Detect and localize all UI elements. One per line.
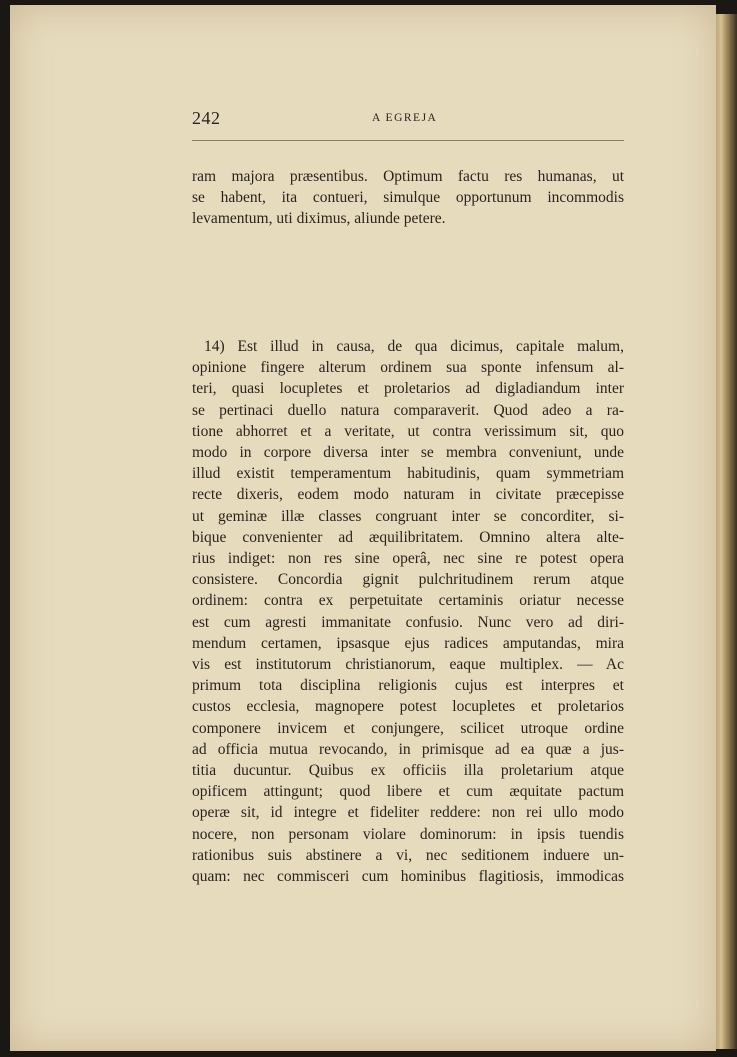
paragraph-continuation bbox=[192, 166, 624, 230]
text-line: nocere, non personam violare dominorum: in ipsis tuendis bbox=[192, 825, 624, 843]
text-line: rius indiget: non res sine operâ, nec sine re potest opera bbox=[192, 550, 624, 568]
text-line: primum tota disciplina religionis cujus est interpres et bbox=[192, 677, 624, 695]
text-line: opinione fingere alterum ordinem sua sponte infensum al- bbox=[192, 359, 624, 377]
text-line: ram majora præsentibus. Optimum factu res humanas, ut bbox=[192, 168, 624, 185]
header-rule bbox=[192, 140, 624, 141]
text-line: ordinem: contra ex perpetuitate certaminis oriatur necesse bbox=[192, 592, 624, 610]
text-line: quam: nec commisceri cum hominibus flagitiosis, immodicas bbox=[192, 868, 624, 886]
text-line: custos ecclesia, magnopere potest locupletes et proletarios bbox=[192, 698, 624, 716]
text-line: vis est institutorum christianorum, eaque multiplex. — Ac bbox=[192, 656, 624, 674]
text-line: recte dixeris, eodem modo naturam in civitate præcepisse bbox=[192, 486, 624, 504]
page-edge bbox=[716, 14, 737, 1049]
text-line: illud existit temperamentum habitudinis, quam symmetriam bbox=[192, 465, 624, 483]
text-line: rationibus suis abstinere a vi, nec seditionem induere un- bbox=[192, 846, 624, 864]
page-number: 242 bbox=[192, 108, 221, 128]
text-line: ad officia mutua revocando, in primisque ad ea quæ a jus- bbox=[192, 740, 624, 758]
text-line: levamentum, uti diximus, aliunde petere. bbox=[192, 210, 446, 228]
text-line: operæ sit, id integre et fideliter reddere: non rei ullo modo bbox=[192, 804, 624, 822]
text-line: modo in corpore diversa inter se membra conveniunt, unde bbox=[192, 444, 624, 462]
text-line: est cum agresti immanitate confusio. Nunc vero ad diri- bbox=[192, 613, 624, 631]
text-line: bique convenienter ad æquilibritatem. Omnino altera alte- bbox=[192, 528, 624, 546]
text-line: opificem attingunt; quod libere et cum æquitate pactum bbox=[192, 783, 624, 801]
text-line: tione abhorret et a veritate, ut contra verissimum sit, quo bbox=[192, 422, 624, 440]
running-title: A EGREJA bbox=[372, 112, 438, 124]
text-line: se pertinaci duello natura comparaverit. Quod adeo a ra- bbox=[192, 401, 624, 419]
text-line: ut geminæ illæ classes congruant inter se concorditer, si- bbox=[192, 507, 624, 525]
running-head bbox=[192, 106, 624, 134]
text-line: 14) Est illud in causa, de qua dicimus, capitale malum, bbox=[204, 338, 624, 355]
text-line: mendum certamen, ipsasque ejus radices amputandas, mira bbox=[192, 634, 624, 652]
text-line: teri, quasi locupletes et proletarios ad digladiandum inter bbox=[192, 380, 624, 398]
paragraph-14 bbox=[192, 336, 624, 887]
text-line: se habent, ita contueri, simulque opportunum incommodis bbox=[192, 189, 624, 207]
text-line: titia ducuntur. Quibus ex officiis illa proletarium atque bbox=[192, 762, 624, 780]
text-line: componere invicem et conjungere, scilicet utroque ordine bbox=[192, 719, 624, 737]
text-line: consistere. Concordia gignit pulchritudinem rerum atque bbox=[192, 571, 624, 589]
blank-space bbox=[192, 234, 624, 324]
